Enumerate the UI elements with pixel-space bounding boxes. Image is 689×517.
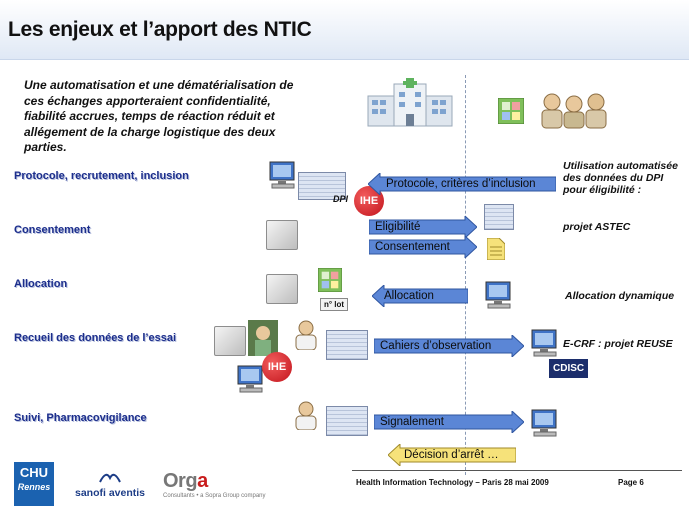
crf-screen — [326, 330, 368, 360]
document-icon — [487, 238, 505, 260]
doctor-icon — [290, 318, 322, 350]
scan-icon-2 — [266, 274, 298, 304]
footer-page-number: Page 6 — [618, 478, 644, 487]
computer-icon-5 — [530, 408, 560, 438]
intro-text: Une automatisation et une dématérialisation de ces échanges apporteraient confidentialité, fiabilité accrues, temps de réaction réduit et allégement de la charge logistique des deux parties. — [24, 78, 294, 154]
surgeon-icon — [248, 320, 278, 356]
note-utilisation: Utilisation automatisée des données du DPI pour éligibilité : — [563, 160, 678, 196]
computer-icon-2 — [484, 280, 514, 310]
ihe-logo: IHE — [354, 186, 384, 216]
pills-icon-2 — [318, 268, 342, 292]
note-ecrf: E-CRF : projet REUSE — [563, 338, 673, 350]
slide-title: Les enjeux et l’apport des NTIC — [8, 18, 312, 41]
researchers-icon — [538, 90, 608, 130]
sanofi-bird-icon — [98, 470, 122, 484]
row-label-allocation: Allocation — [14, 278, 68, 290]
arrow-protocole-criteres: Protocole, critères d’inclusion — [368, 173, 556, 195]
arrow-signalement: Signalement — [374, 411, 524, 433]
note-astec: projet ASTEC — [563, 221, 631, 233]
form-screen — [484, 204, 514, 230]
sanofi-aventis-logo: sanofi aventis — [70, 470, 150, 499]
row-label-recueil: Recueil des données de l’essai — [14, 332, 177, 344]
doctor-icon-2 — [290, 400, 322, 430]
hospital-icon — [366, 78, 454, 128]
ihe-logo-2: IHE — [262, 352, 292, 382]
note-allocation-dynamique: Allocation dynamique — [565, 290, 675, 302]
scan-icon-3 — [214, 326, 246, 356]
row-label-suivi: Suivi, Pharmacovigilance — [14, 412, 147, 424]
footer-divider — [352, 470, 682, 471]
footer-event: Health Information Technology – Paris 28 mai 2009 — [356, 478, 549, 487]
cdisc-logo: CDISC — [549, 359, 588, 378]
scan-icon — [266, 220, 298, 250]
chu-rennes-logo: CHU Rennes — [14, 462, 54, 506]
dpi-label: DPI — [333, 194, 349, 204]
arrow-decision: Décision d’arrêt … — [388, 444, 516, 466]
report-screen — [326, 406, 368, 436]
computer-icon — [268, 160, 298, 190]
arrow-consentement: Consentement — [369, 236, 477, 258]
orga-consultants-logo: Orga Consultants • a Sopra Group company — [163, 470, 266, 499]
pills-icon — [498, 98, 524, 124]
row-label-consentement: Consentement — [14, 224, 91, 236]
lot-number-badge: n° lot — [320, 298, 348, 311]
arrow-cahiers: Cahiers d’observation — [374, 335, 524, 357]
row-label-protocole: Protocole, recrutement, inclusion — [14, 170, 189, 182]
arrow-eligibilite: Eligibilité — [369, 216, 477, 238]
arrow-allocation: Allocation — [372, 285, 468, 307]
computer-icon-4 — [530, 328, 560, 358]
